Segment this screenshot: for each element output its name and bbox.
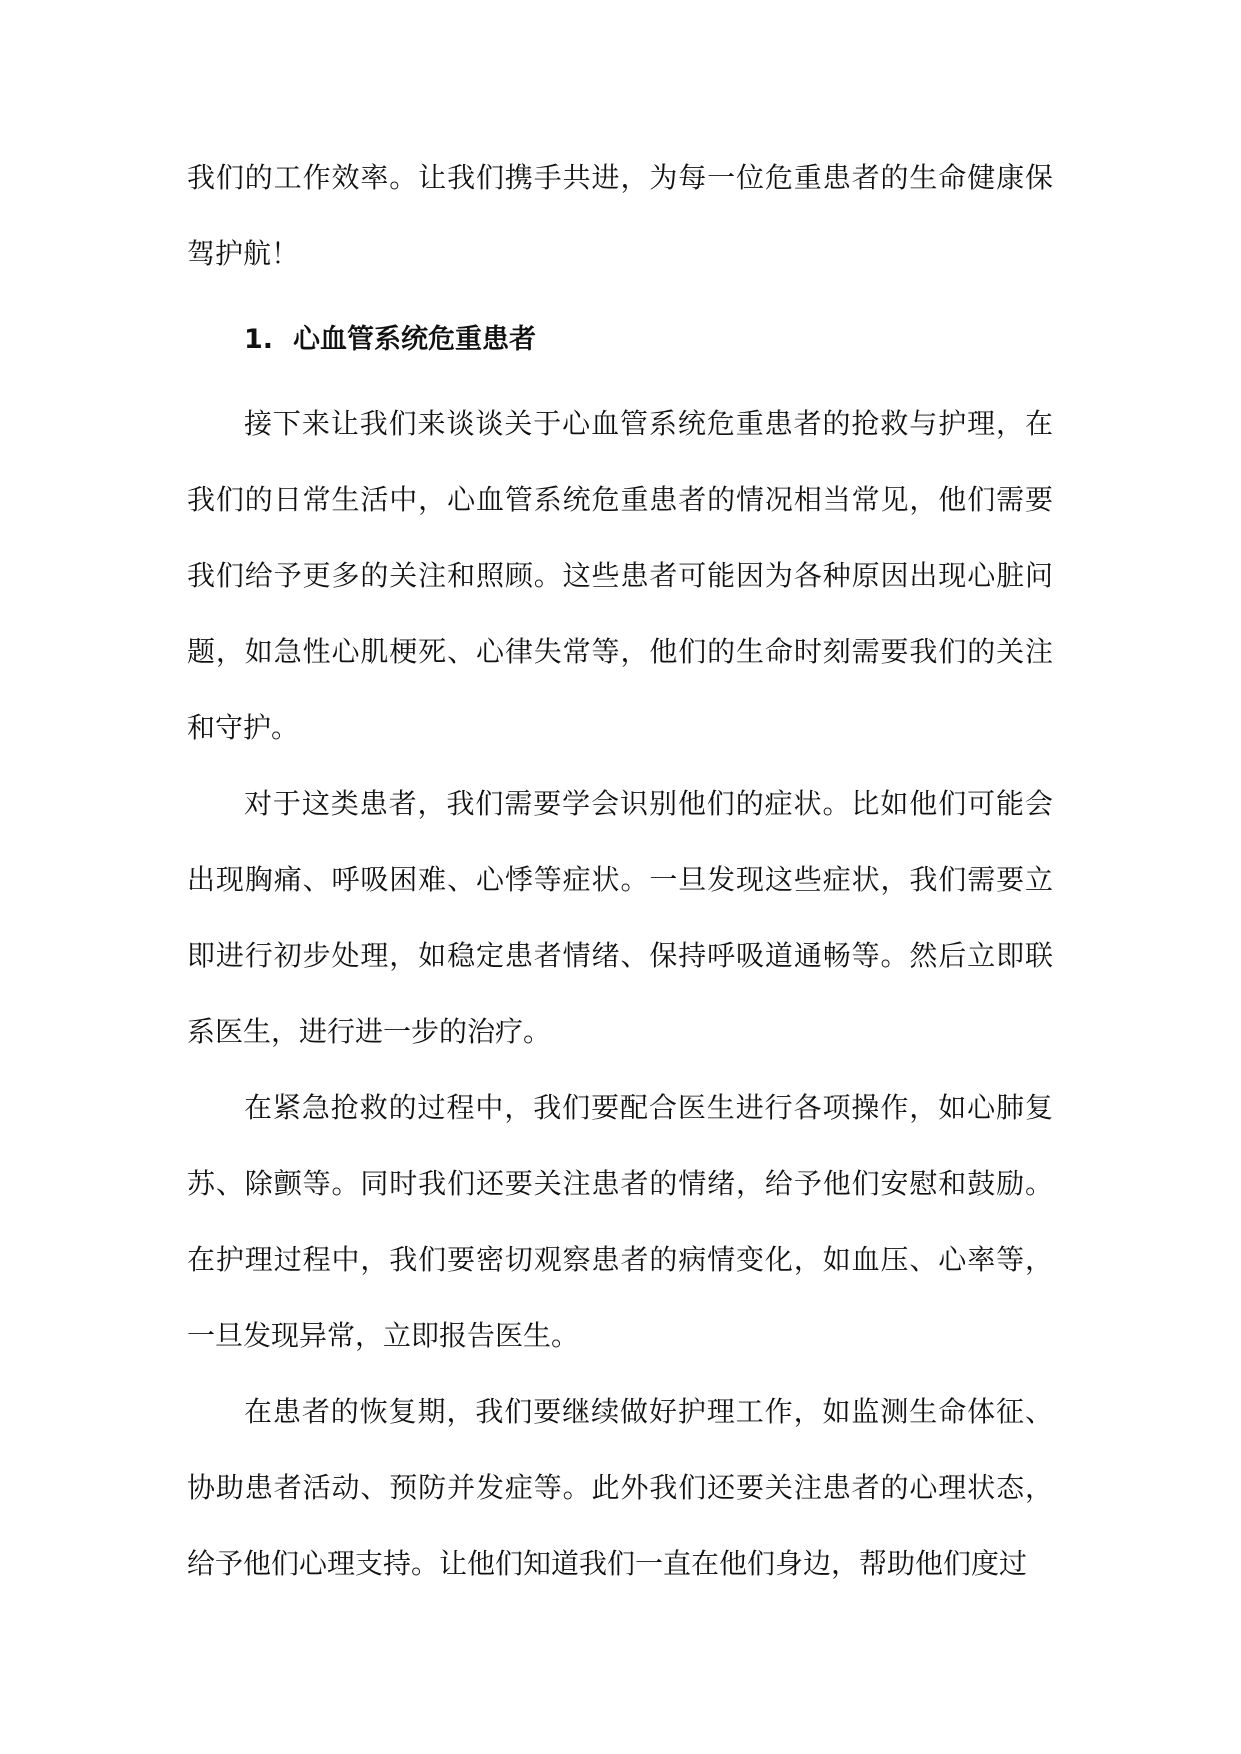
intro-paragraph: 我们的工作效率。让我们携手共进，为每一位危重患者的生命健康保驾护航！ <box>187 161 1053 270</box>
document-body <box>187 140 1053 1602</box>
body-paragraph-4: 在患者的恢复期，我们要继续做好护理工作，如监测生命体征、协助患者活动、预防并发症等。此外我们还要关注患者的心理状态，给予他们心理支持。让他们知道我们一直在他们身边，帮助他们度过 <box>187 1395 1053 1580</box>
body-paragraph-3: 在紧急抢救的过程中，我们要配合医生进行各项操作，如心肺复苏、除颤等。同时我们还要关注患者的情绪，给予他们安慰和鼓励。在护理过程中，我们要密切观察患者的病情变化，如血压、心率等，一旦发现异常，立即报告医生。 <box>187 1091 1053 1352</box>
body-paragraph-2: 对于这类患者，我们需要学会识别他们的症状。比如他们可能会出现胸痛、呼吸困难、心悸等症状。一旦发现这些症状，我们需要立即进行初步处理，如稳定患者情绪、保持呼吸道通畅等。然后立即联系医生，进行进一步的治疗。 <box>187 787 1053 1048</box>
section-number: 1. <box>244 324 274 355</box>
body-paragraph-1: 接下来让我们来谈谈关于心血管系统危重患者的抢救与护理，在我们的日常生活中，心血管系统危重患者的情况相当常见，他们需要我们给予更多的关注和照顾。这些患者可能因为各种原因出现心脏问题，如急性心肌梗死、心律失常等，他们的生命时刻需要我们的关注和守护。 <box>187 407 1053 744</box>
section-heading <box>187 308 1053 372</box>
section-title: 心血管系统危重患者 <box>293 324 537 355</box>
